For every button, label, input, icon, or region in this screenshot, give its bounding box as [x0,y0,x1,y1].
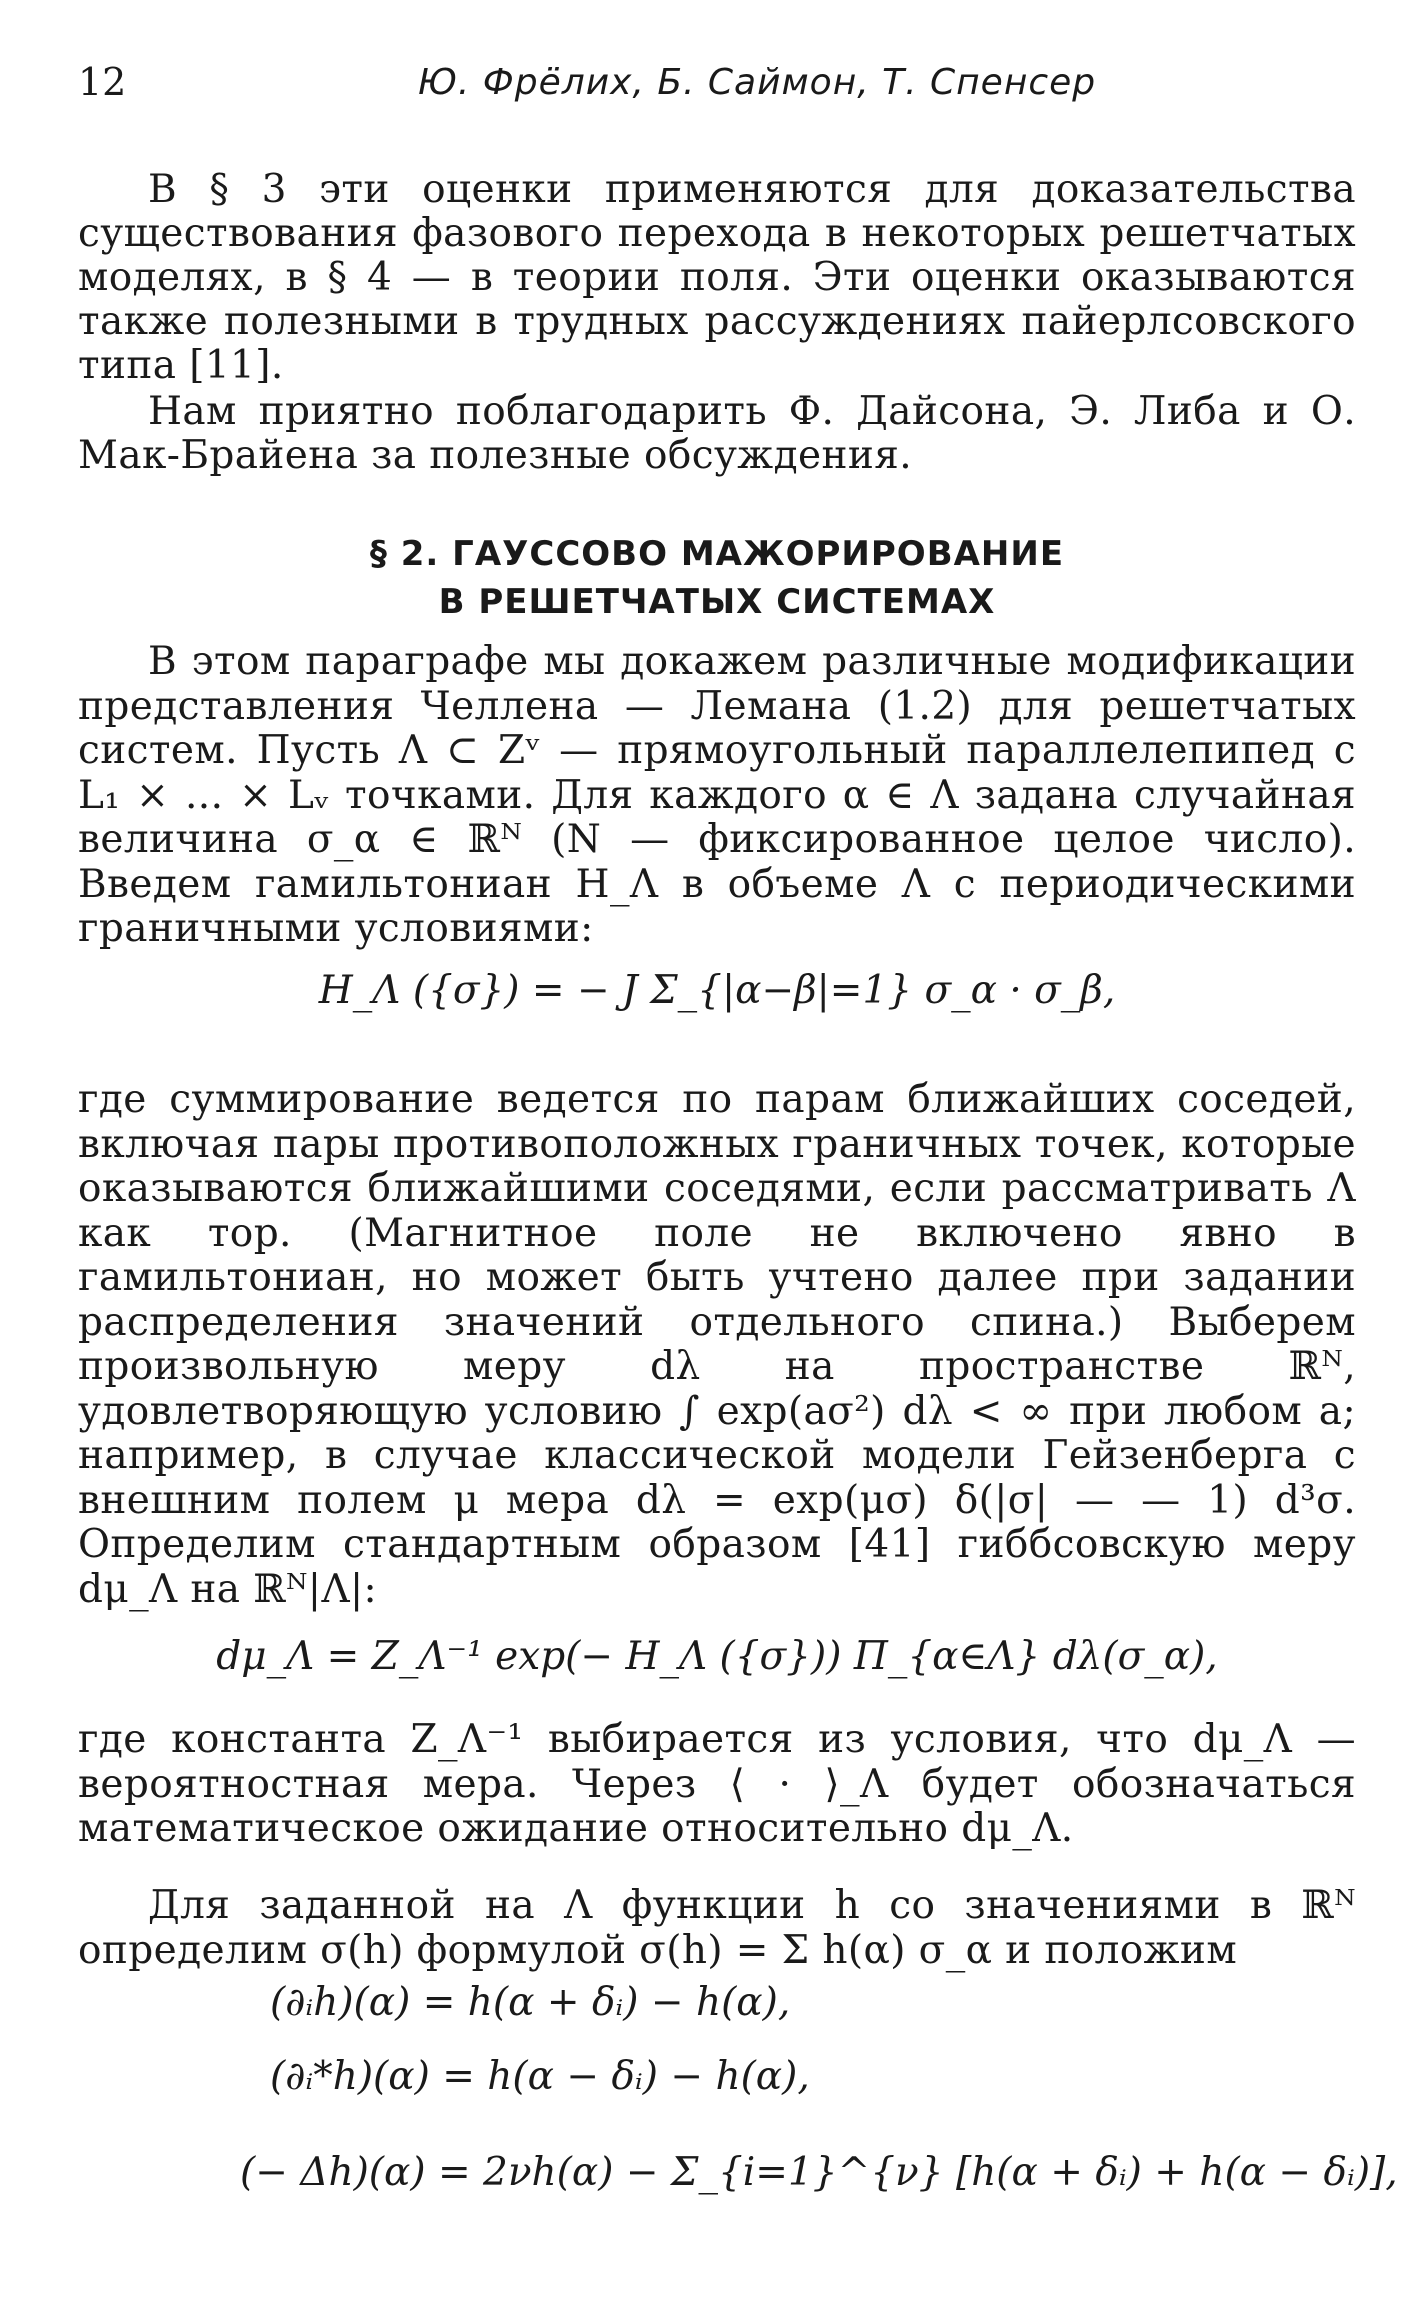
equation-gibbs-measure: dμ_Λ = Z_Λ⁻¹ exp(− H_Λ ({σ})) Π_{α∈Λ} dλ(σ_α), [216,1634,1218,1679]
section-title-line-1: § 2. ГАУССОВО МАЖОРИРОВАНИЕ [369,534,1065,574]
page-header [78,56,1356,116]
paragraph-2: Нам приятно поблагодарить Ф. Дайсона, Э. Либа и О. Мак-Брайена за полезные обсуждения. [78,389,1356,478]
equation-laplacian: (− Δh)(α) = 2νh(α) − Σ_{i=1}^{ν} [h(α + δᵢ) + h(α − δᵢ)], [240,2150,1398,2195]
paragraph-6: Для заданной на Λ функции h со значениями в ℝᴺ определим σ(h) формулой σ(h) = Σ h(α) σ_α и положим [78,1883,1356,1973]
paragraph-3: В этом параграфе мы докажем различные модификации представления Челлена — Лемана (1.2) для решетчатых систем. Пусть Λ ⊂ Zᵛ — прямоугольный параллелепипед с L₁ × ... × Lᵥ точками. Для каждого α ∈ Λ задана случайная величина σ_α ∈ ℝᴺ (N — фиксированное целое число). Введем гамильтониан H_Λ в объеме Λ с периодическими граничными условиями: [78,639,1356,951]
paragraph-1: В § 3 эти оценки применяются для доказательства существования фазового перехода в некоторых решетчатых моделях, в § 4 — в теории поля. Эти оценки оказываются также полезными в трудных рассуждениях пайерлсовского типа [11]. [78,167,1356,388]
paragraph-5: где константа Z_Λ⁻¹ выбирается из условия, что dμ_Λ — вероятностная мера. Через ⟨ · ⟩_Λ будет обозначаться математическое ожидание относительно dμ_Λ. [78,1717,1356,1851]
equation-backward-difference: (∂ᵢ*h)(α) = h(α − δᵢ) − h(α), [270,2054,810,2099]
equation-forward-difference: (∂ᵢh)(α) = h(α + δᵢ) − h(α), [270,1980,791,2025]
section-title-line-2: В РЕШЕТЧАТЫХ СИСТЕМАХ [438,582,996,622]
page-number: 12 [78,60,127,104]
paragraph-4: где суммирование ведется по парам ближайших соседей, включая пары противоположных граничных точек, которые оказываются ближайшими соседями, если рассматривать Λ как тор. (Магнитное поле не включено явно в гамильтониан, но может быть учтено далее при задании распределения значений отдельного спина.) Выберем произвольную меру dλ на пространстве ℝᴺ, удовлетворяющую условию ∫ exp(aσ²) dλ < ∞ при любом a; например, в случае классической модели Гейзенберга с внешним полем μ мера dλ = exp(μσ) δ(|σ| — — 1) d³σ. Определим стандартным образом [41] гиббсовскую меру dμ_Λ на ℝᴺ|Λ|: [78,1077,1356,1612]
running-head-authors: Ю. Фрёлих, Б. Саймон, Т. Спенсер [418,62,1097,103]
equation-hamiltonian: H_Λ ({σ}) = − J Σ_{|α−β|=1} σ_α · σ_β, [318,968,1116,1013]
